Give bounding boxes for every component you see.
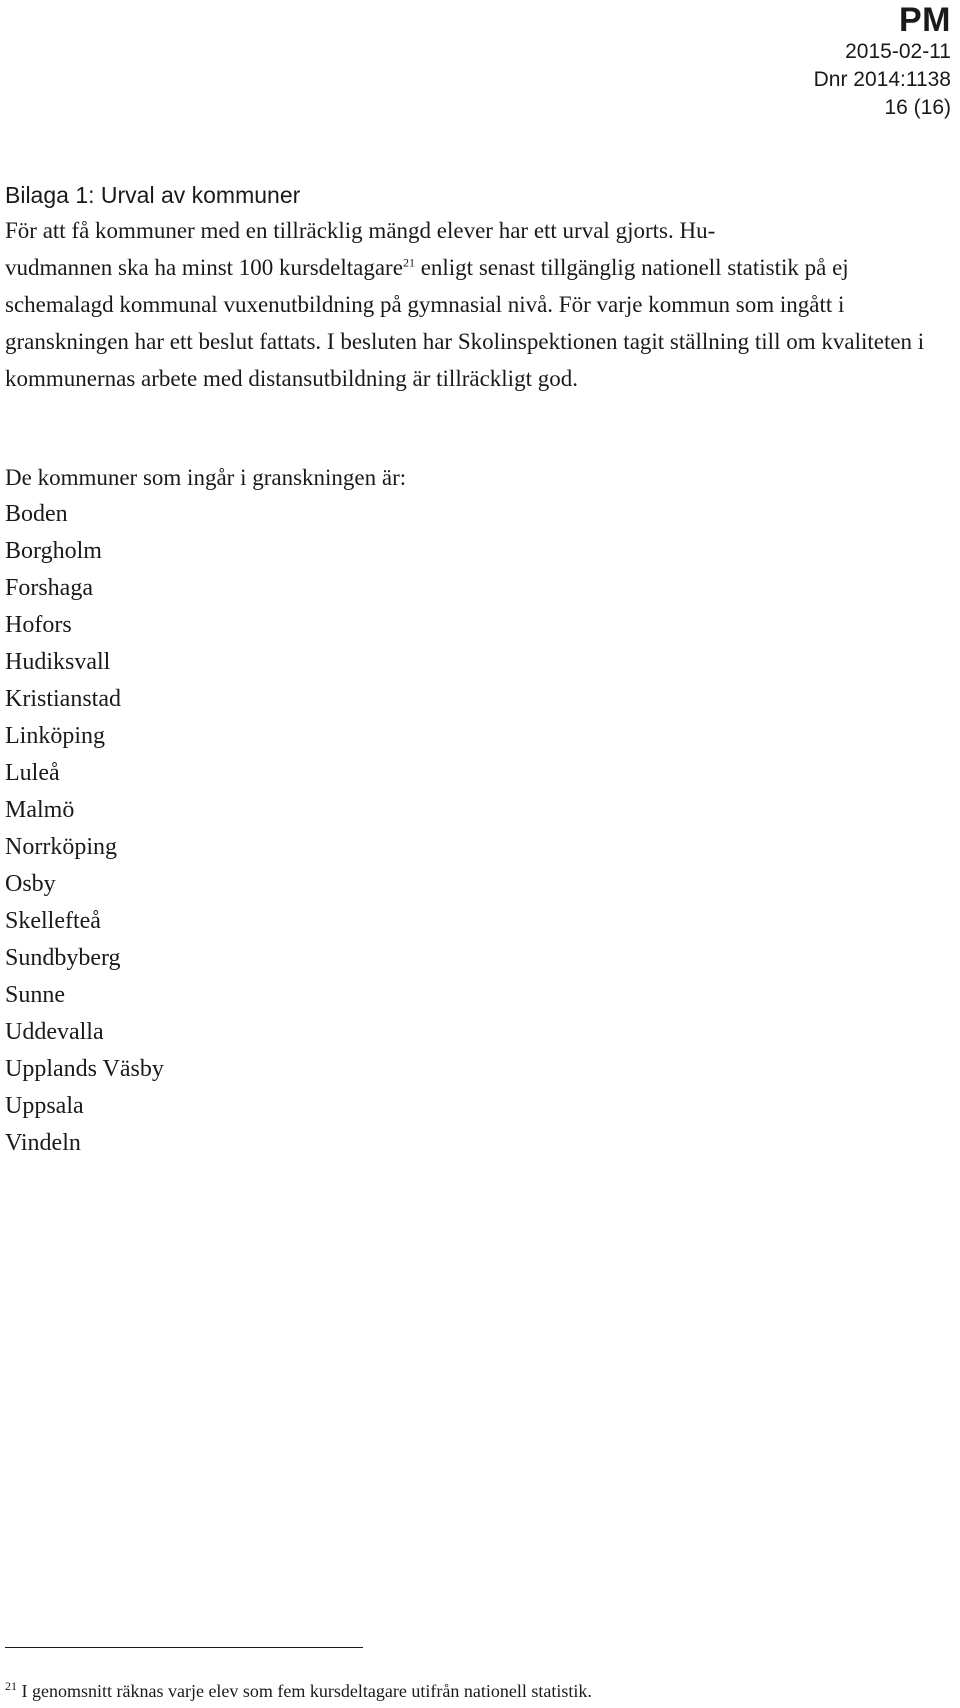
- footnote-reference: 21: [402, 255, 415, 270]
- document-reference: Dnr 2014:1138: [813, 68, 951, 91]
- paragraph-line-2-start: vudmannen ska ha minst 100 kursdeltagare: [5, 255, 403, 280]
- list-item: Osby: [5, 871, 56, 897]
- list-item: Luleå: [5, 760, 60, 786]
- document-body: [5, 180, 945, 1162]
- appendix-heading: Bilaga 1: Urval av kommuner: [5, 182, 301, 208]
- list-item: Kristianstad: [5, 686, 121, 712]
- paragraph-line-2-end: enligt senast tillgänglig nationell: [414, 255, 722, 280]
- paragraph-line-1: För att få kommuner med en tillräcklig mängd elever har ett urval gjorts. Hu-: [5, 218, 716, 243]
- intro-paragraph: [5, 212, 945, 397]
- municipality-list: [5, 496, 945, 1162]
- footnote: [5, 1680, 592, 1702]
- list-item: Upplands Väsby: [5, 1056, 164, 1082]
- list-item: Hofors: [5, 612, 72, 638]
- document-header: [814, 2, 951, 122]
- list-item: Vindeln: [5, 1130, 81, 1156]
- list-item: Linköping: [5, 723, 105, 749]
- page-number: 16 (16): [884, 96, 951, 119]
- list-item: Malmö: [5, 797, 75, 823]
- list-intro: De kommuner som ingår i granskningen är:: [5, 465, 407, 490]
- list-item: Skellefteå: [5, 908, 101, 934]
- footnote-text: I genomsnitt räknas varje elev som fem kursdeltagare utifrån nationell statistik.: [17, 1681, 592, 1701]
- list-item: Norrköping: [5, 834, 117, 860]
- document-type: PM: [899, 1, 951, 39]
- list-item: Uppsala: [5, 1093, 84, 1119]
- list-item: Sundbyberg: [5, 945, 121, 971]
- footnote-number: 21: [5, 1679, 17, 1693]
- footnote-divider: [5, 1647, 363, 1648]
- document-date: 2015-02-11: [845, 40, 951, 63]
- list-item: Sunne: [5, 982, 65, 1008]
- paragraph-rest: statistik på ej schemalagd kommunal vuxenutbildning på gymnasial nivå. För varje kommun som ingått i granskningen har ett beslut fattats. I besluten har Skolinspektionen tagit ställning till om kvaliteten i kommunernas arbete med distansutbildning är tillräckligt god.: [5, 255, 925, 391]
- list-item: Forshaga: [5, 575, 93, 601]
- list-item: Uddevalla: [5, 1019, 104, 1045]
- list-item: Borgholm: [5, 538, 102, 564]
- list-item: Hudiksvall: [5, 649, 111, 675]
- list-item: Boden: [5, 501, 68, 527]
